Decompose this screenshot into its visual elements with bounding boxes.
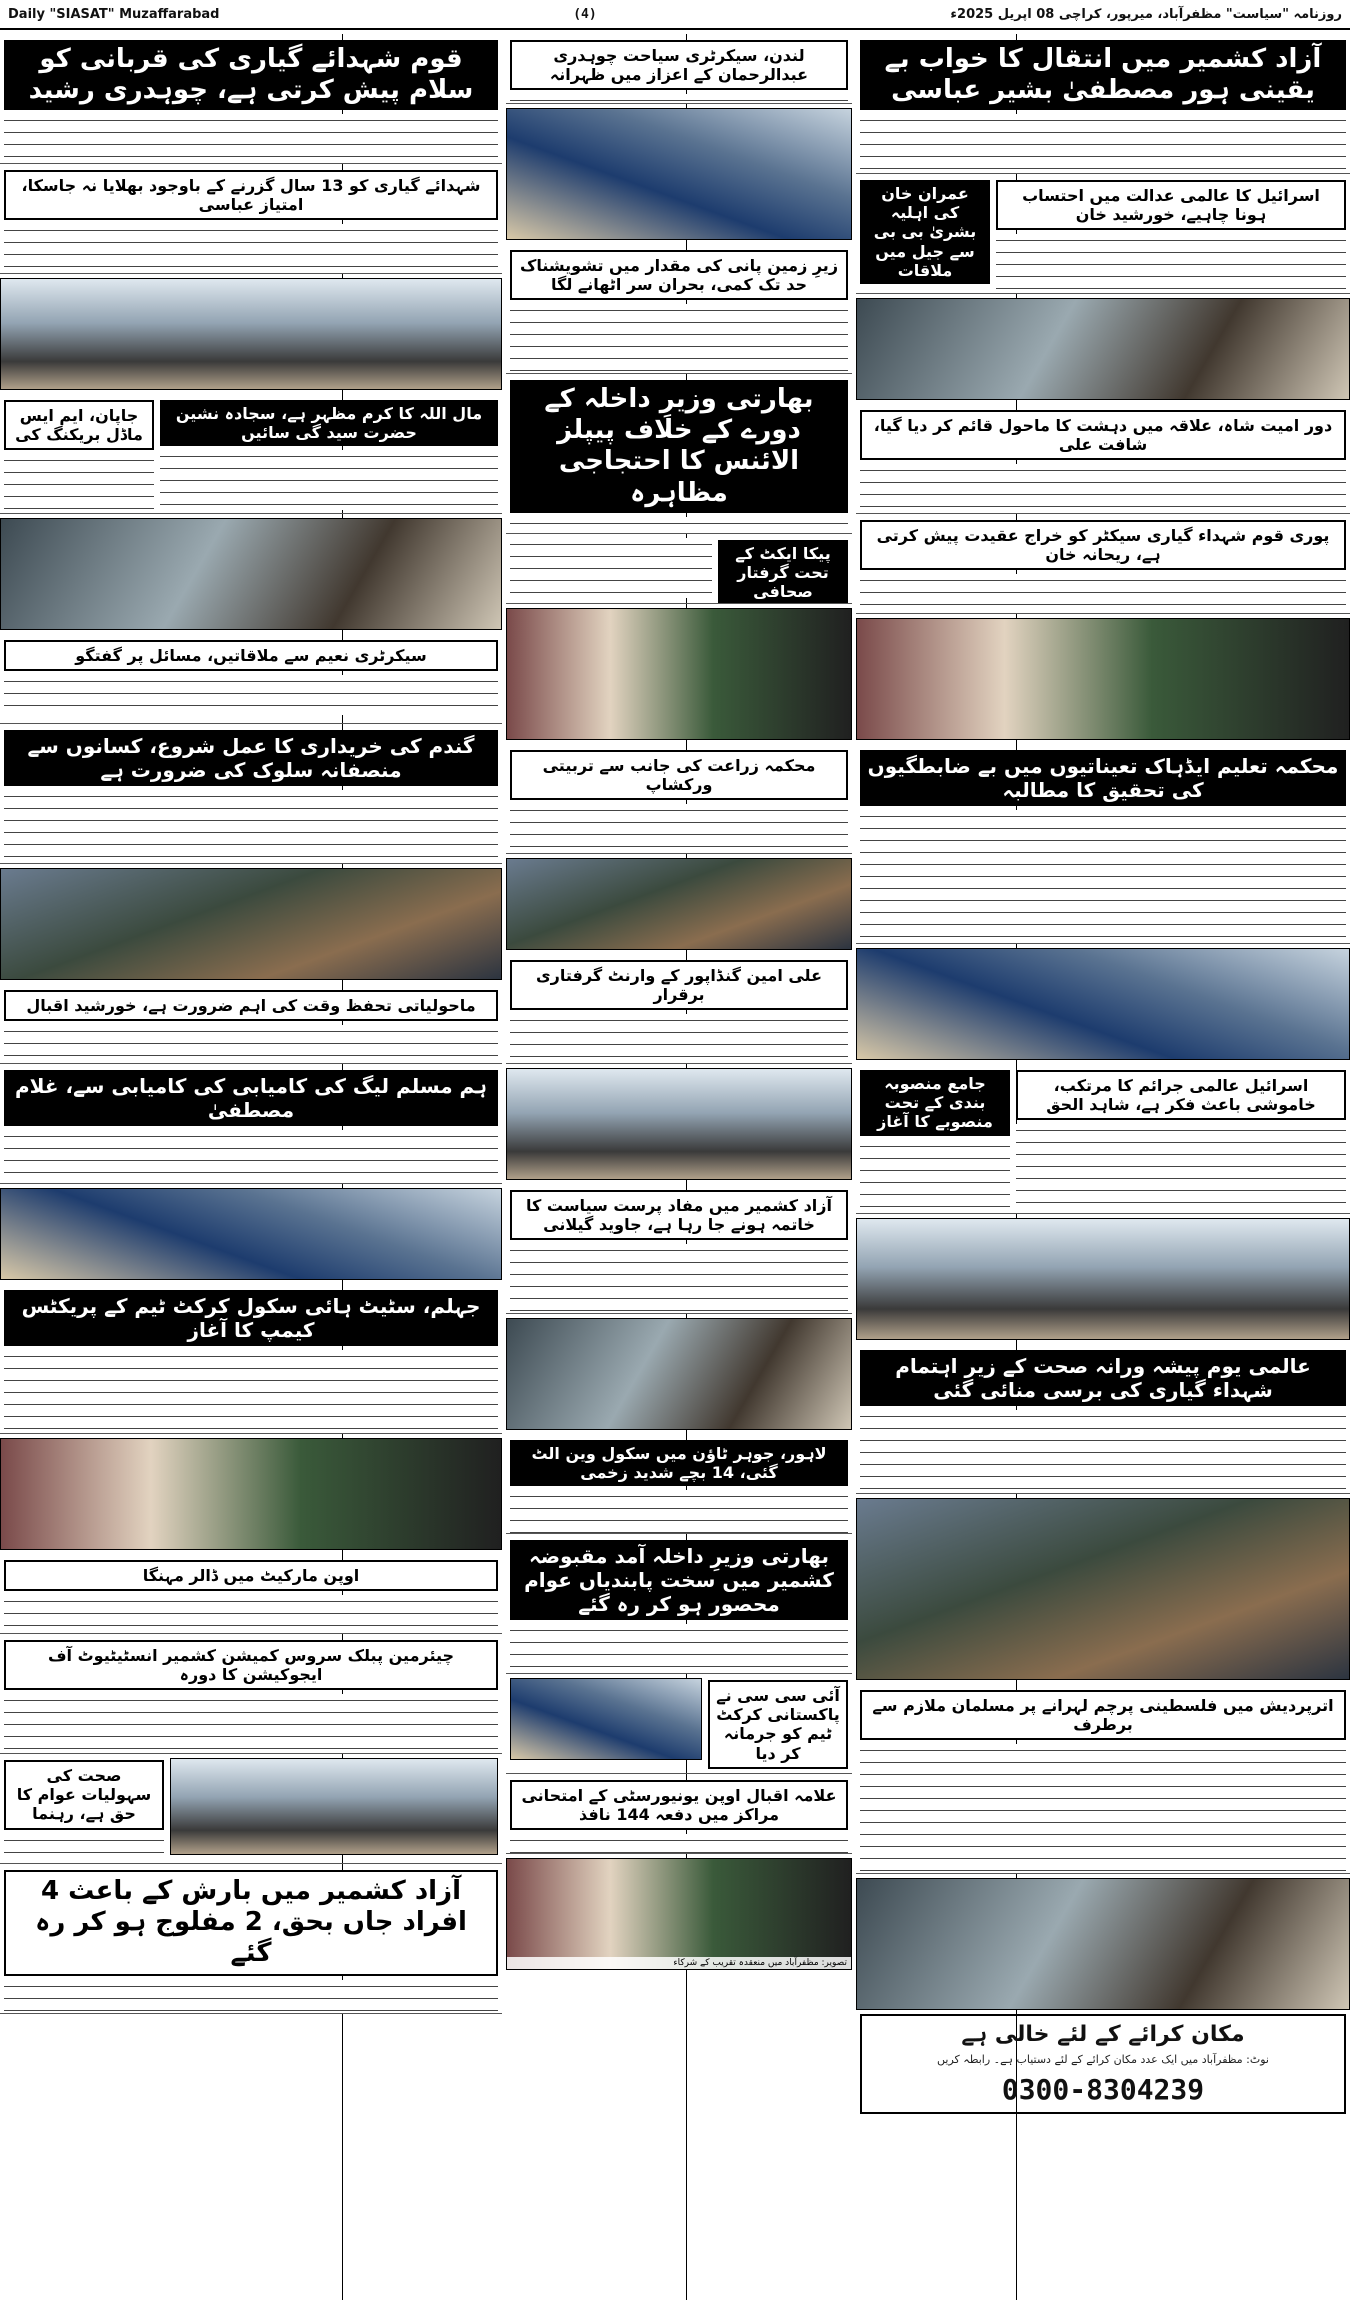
news-photo	[856, 1498, 1350, 1680]
headline: دور امیت شاہ، علاقہ میں دہشت کا ماحول قائم کر دیا گیا، شافت علی	[860, 410, 1346, 460]
headline: عمران خان کی اہلیہ بشریٰ بی بی سے جیل میں ملاقات	[860, 180, 990, 284]
story-text	[1016, 1124, 1346, 1214]
story	[0, 984, 502, 1064]
story	[0, 1754, 502, 1864]
column-left	[0, 34, 502, 2300]
page-number: (4)	[573, 6, 597, 22]
story	[506, 744, 852, 854]
masthead	[0, 0, 1350, 30]
headline: گندم کی خریداری کا عمل شروع، کسانوں سے منصفانہ سلوک کی ضرورت ہے	[4, 730, 498, 786]
headline: جاپان، ایم ایس ماڈل بریکنگ کی	[4, 400, 154, 450]
story	[506, 1674, 852, 1774]
news-photo	[0, 1188, 502, 1280]
headline: زیرِ زمین پانی کی مقدار میں تشویشناک حد تک کمی، بحران سر اٹھانے لگا	[510, 250, 848, 300]
news-photo	[506, 1858, 852, 1970]
news-photo	[170, 1758, 498, 1855]
story	[0, 394, 502, 514]
headline: مال اللہ کا کرم مظہر ہے، سجادہ نشین حضرت سید گی سائیں	[160, 400, 498, 446]
news-photo	[856, 1878, 1350, 2010]
story-text	[4, 1694, 498, 1754]
headline: شہدائے گیاری کو 13 سال گزرنے کے باوجود بھلایا نہ جاسکا، امتیاز عباسی	[4, 170, 498, 220]
story	[856, 1064, 1350, 1214]
news-photo	[0, 1438, 502, 1550]
story-text	[510, 804, 848, 854]
story	[506, 534, 852, 604]
story	[0, 164, 502, 274]
news-photo	[506, 608, 852, 740]
story	[0, 34, 502, 164]
headline: علامہ اقبال اوپن یونیورسٹی کے امتحانی مراکز میں دفعہ 144 نافذ	[510, 1780, 848, 1830]
news-photo	[856, 298, 1350, 400]
headline: ہم مسلم لیگ کی کامیابی کی کامیابی سے، غلام مصطفیٰ	[4, 1070, 498, 1126]
story	[0, 1864, 502, 2014]
headline: لاہور، جوہر ٹاؤن میں سکول وین الٹ گئی، 14 بچے شدید زخمی	[510, 1440, 848, 1486]
story	[856, 1344, 1350, 1494]
story	[0, 1064, 502, 1184]
news-photo	[856, 1218, 1350, 1340]
headline: پوری قوم شہداء گیاری سیکٹر کو خراج عقیدت پیش کرتی ہے، ریحانہ خان	[860, 520, 1346, 570]
story-text	[4, 1834, 164, 1864]
story-text	[4, 1980, 498, 2014]
story-text	[4, 1350, 498, 1434]
story	[0, 1284, 502, 1434]
headline: سیکرٹری نعیم سے ملاقاتیں، مسائل پر گفتگو	[4, 640, 498, 671]
story	[506, 244, 852, 374]
story	[856, 744, 1350, 944]
headline: محکمہ تعلیم ایڈہاک تعیناتیوں میں بے ضابطگیوں کی تحقیق کا مطالبہ	[860, 750, 1346, 806]
news-photo	[506, 1068, 852, 1180]
headline: پیکا ایکٹ کے تحت گرفتار صحافی	[718, 540, 848, 604]
headline: اترپردیش میں فلسطینی پرچم لہرانے پر مسلمان ملازم سے برطرف	[860, 1690, 1346, 1740]
story-text	[4, 454, 154, 514]
headline: آئی سی سی نے پاکستانی کرکٹ ٹیم کو جرمانہ کر دیا	[708, 1680, 848, 1769]
news-photo	[510, 1678, 702, 1760]
story-text	[510, 1624, 848, 1674]
headline: اوپن مارکیٹ میں ڈالر مہنگا	[4, 1560, 498, 1591]
story-text	[996, 234, 1346, 294]
story	[856, 404, 1350, 514]
headline: آزاد کشمیر میں بارش کے باعث 4 افراد جاں بحق، 2 مفلوج ہو کر رہ گئے	[4, 1870, 498, 1976]
news-photo	[0, 278, 502, 390]
story-text	[4, 1025, 498, 1064]
headline: آزاد کشمیر میں انتقال کا خواب بے یقینی ہور مصطفیٰ بشیر عباسی	[860, 40, 1346, 110]
story-text	[860, 810, 1346, 944]
classified-ad	[860, 2014, 1346, 2114]
story-text	[510, 538, 712, 598]
news-photo	[856, 618, 1350, 740]
story-text	[510, 304, 848, 374]
headline: آزاد کشمیر میں مفاد پرست سیاست کا خاتمہ ہونے جا رہا ہے، جاوید گیلانی	[510, 1190, 848, 1240]
story-text	[4, 1130, 498, 1184]
photo-caption: تصویر: مظفرآباد میں منعقدہ تقریب کے شرکاء	[507, 1957, 851, 1969]
story	[856, 514, 1350, 614]
news-photo	[506, 108, 852, 240]
story-text	[4, 224, 498, 274]
masthead-left: Daily "SIASAT" Muzaffarabad	[8, 6, 220, 22]
story	[0, 634, 502, 724]
headline: ماحولیاتی تحفظ وقت کی اہم ضرورت ہے، خورشید اقبال	[4, 990, 498, 1021]
story	[856, 174, 1350, 294]
story	[506, 1774, 852, 1854]
column-middle	[506, 34, 852, 2300]
masthead-right: روزنامہ "سیاست" مظفرآباد، میرپور، کراچی 08 اپریل 2025ء	[950, 6, 1342, 22]
story-text	[4, 675, 498, 715]
ad-title: مکان کرائے کے لئے خالی ہے	[961, 2022, 1245, 2047]
story-text	[510, 1244, 848, 1314]
headline: جہلم، سٹیٹ ہائی سکول کرکٹ ٹیم کے پریکٹس کیمپ کا آغاز	[4, 1290, 498, 1346]
story-text	[860, 1410, 1346, 1494]
headline: اسرائیل عالمی جرائم کا مرتکب، خاموشی باعث فکر ہے، شاہد الحق	[1016, 1070, 1346, 1120]
story-text	[860, 464, 1346, 514]
story-text	[860, 288, 990, 294]
headline: بھارتی وزیرِ داخلہ کے دورے کے خلاف پیپلز الائنس کا احتجاجی مظاہرہ	[510, 380, 848, 513]
headline: عالمی یوم پیشہ ورانہ صحت کے زیر اہتمام شہداء گیاری کی برسی منائی گئی	[860, 1350, 1346, 1406]
story	[0, 1554, 502, 1634]
story-text	[510, 517, 848, 534]
story	[0, 1634, 502, 1754]
story-text	[860, 1140, 1010, 1214]
news-photo	[0, 518, 502, 630]
ad-phone[interactable]: 0300-8304239	[1001, 2073, 1205, 2106]
headline: محکمہ زراعت کی جانب سے تربیتی ورکشاپ	[510, 750, 848, 800]
headline: علی امین گنڈاپور کے وارنٹ گرفتاری برقرار	[510, 960, 848, 1010]
news-photo	[506, 1318, 852, 1430]
story-text	[4, 1595, 498, 1634]
story	[506, 1534, 852, 1674]
story	[506, 34, 852, 104]
story-text	[4, 114, 498, 164]
story-text	[4, 790, 498, 864]
story	[0, 724, 502, 864]
headline: جامع منصوبہ بندی کے تحت منصوبے کا آغاز	[860, 1070, 1010, 1136]
headline: لندن، سیکرٹری سیاحت چوہدری عبدالرحمان کے اعزاز میں ظہرانہ	[510, 40, 848, 90]
headline: صحت کی سہولیات عوام کا حق ہے، رہنما	[4, 1760, 164, 1830]
story	[506, 374, 852, 534]
story-text	[160, 450, 498, 510]
ad-text: نوٹ: مظفرآباد میں ایک عدد مکان کرائے کے لئے دستیاب ہے۔ رابطہ کریں	[937, 2053, 1269, 2066]
story-text	[860, 1744, 1346, 1874]
headline: بھارتی وزیرِ داخلہ آمد مقبوضہ کشمیر میں سخت پابندیاں عوام محصور ہو کر رہ گئے	[510, 1540, 848, 1620]
headline: اسرائیل کا عالمی عدالت میں احتساب ہونا چاہیے، خورشید خان	[996, 180, 1346, 230]
news-photo	[506, 858, 852, 950]
story	[856, 1684, 1350, 1874]
headline: چیئرمین پبلک سروس کمیشن کشمیر انسٹیٹیوٹ آف ایجوکیشن کا دورہ	[4, 1640, 498, 1690]
story	[506, 1184, 852, 1314]
column-right	[856, 34, 1350, 2300]
story	[506, 1434, 852, 1534]
story-text	[860, 574, 1346, 614]
story-lead	[856, 34, 1350, 174]
story-text	[510, 1014, 848, 1064]
headline: قوم شہدائے گیاری کی قربانی کو سلام پیش کرتی ہے، چوہدری رشید	[4, 40, 498, 110]
story	[506, 954, 852, 1064]
story-text	[510, 94, 848, 104]
news-photo	[856, 948, 1350, 1060]
story-text	[510, 1490, 848, 1534]
story-text	[510, 1834, 848, 1854]
story-text	[860, 114, 1346, 174]
news-photo	[0, 868, 502, 980]
